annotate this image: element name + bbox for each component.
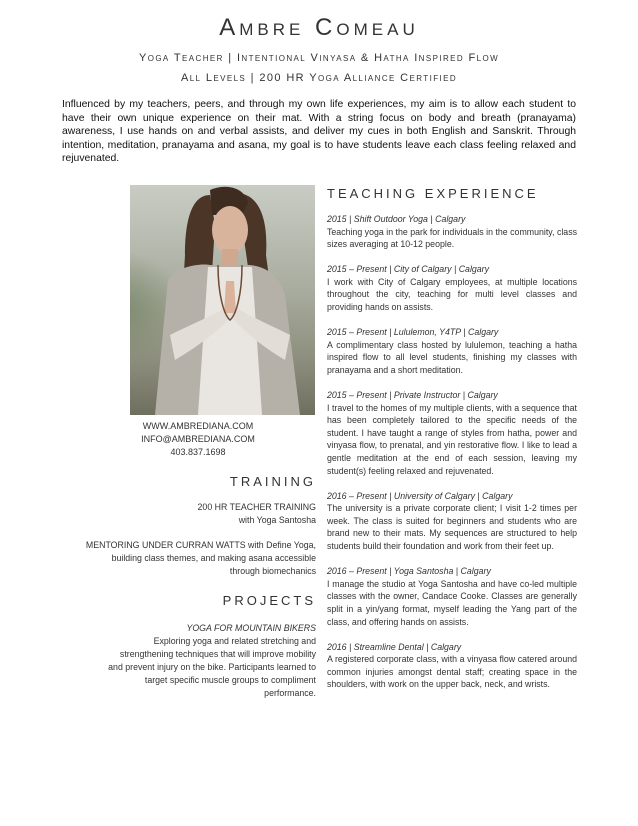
experience-entry-description: A complimentary class hosted by lululemon, teaching a hatha inspired flow to all level students, finishing my classes with pranayama and a short meditation. bbox=[327, 339, 577, 375]
experience-entry-heading: 2015 – Present | Lululemon, Y4TP | Calgary bbox=[327, 327, 499, 338]
experience-entry-description: I travel to the homes of my multiple clients, with a sequence that has been completely tailored to the specific needs of the student. I have taught a range of styles from hatha, power and vinyasa flow, to prenatal, and yin restorative flow. I like to lead a gentle meditation at the end of each session, leaving my student(s) feeling relaxed and rejuvenated. bbox=[327, 402, 577, 476]
contact-website[interactable]: WWW.AMBREDIANA.COM bbox=[142, 421, 254, 431]
experience-entry-description: I work with City of Calgary employees, at multiple locations throughout the city, teaching for multi level classes and providing hands on assists. bbox=[327, 276, 577, 313]
contact-phone: 403.837.1698 bbox=[170, 447, 226, 457]
resume-subtitle-line-1: Yoga Teacher | Intentional Vinyasa & Hatha Inspired Flow bbox=[138, 52, 500, 64]
teaching-experience-section bbox=[327, 186, 577, 704]
teaching-experience-title: TEACHING EXPERIENCE bbox=[327, 186, 539, 201]
experience-entry-description: I manage the studio at Yoga Santosha and have co-led multiple classes with the owner, Candace Cooke. Classes are generally split in a yin/yang format, myself leading the Yang part of the class, and offering hands on assists. bbox=[327, 578, 577, 627]
experience-entry-heading: 2016 | Streamline Dental | Calgary bbox=[327, 641, 462, 652]
experience-entry-description: Teaching yoga in the park for individuals in the community, class sizes averaging at 10-12 people. bbox=[327, 226, 577, 250]
project-line: performance. bbox=[264, 688, 316, 698]
training-item-2-line-2: building class themes, and making asana accessible bbox=[111, 553, 316, 563]
experience-entry bbox=[327, 326, 577, 376]
project-line: and prevent injury on the bike. Participants learned to bbox=[108, 662, 316, 672]
project-line: target specific muscle groups to compliment bbox=[144, 675, 316, 685]
experience-entry-heading: 2016 – Present | University of Calgary | Calgary bbox=[327, 490, 513, 501]
training-item-2-line-1: MENTORING UNDER CURRAN WATTS with Define Yoga, bbox=[85, 540, 316, 550]
experience-entry-heading: 2015 – Present | Private Instructor | Calgary bbox=[327, 390, 498, 401]
training-item-1-line-1: 200 HR TEACHER TRAINING bbox=[197, 502, 316, 512]
training-item-2-line-3: through biomechanics bbox=[229, 566, 316, 576]
experience-entry-description: A registered corporate class, with a vinyasa flow catered around common injuries amongst dental staff; creating space in the shoulders, with work on the upper back, neck, and wrists. bbox=[327, 654, 577, 690]
training-title: TRAINING bbox=[229, 474, 316, 489]
experience-entry bbox=[327, 213, 577, 251]
project-line: strengthening techniques that will improve mobility bbox=[119, 649, 316, 659]
project-item-title: YOGA FOR MOUNTAIN BIKERS bbox=[186, 623, 316, 633]
experience-entry-heading: 2015 | Shift Outdoor Yoga | Calgary bbox=[327, 214, 466, 224]
experience-entry bbox=[327, 565, 577, 628]
intro-paragraph: Influenced by my teachers, peers, and through my own life experiences, my aim is to allow each student to have their own unique experience on their mat. With a string focus on body and breath (pranayama) awareness, I use hands on and verbal assists, and deliver my cues in both English and Sanskrit. Through intention, meditation, pranayama and asana, my goal is to have students leave each class feeling relaxed and rejuvenated. bbox=[62, 99, 576, 165]
experience-entry-description: The university is a private corporate client; I visit 1-2 times per week. The class is suited for beginners and students who are brand new to their mats. My sequences are structured to help students build their foundation and work from their feet up. bbox=[327, 503, 577, 552]
resume-name: Ambre Comeau bbox=[219, 14, 419, 41]
experience-entry-heading: 2016 – Present | Yoga Santosha | Calgary bbox=[327, 566, 491, 577]
experience-entry bbox=[327, 490, 577, 553]
experience-entry bbox=[327, 263, 577, 313]
training-item-1-line-2: with Yoga Santosha bbox=[238, 515, 316, 525]
experience-entry bbox=[327, 641, 577, 691]
projects-title: PROJECTS bbox=[222, 593, 316, 608]
project-line: Exploring yoga and related stretching and bbox=[153, 636, 316, 646]
contact-email[interactable]: INFO@AMBREDIANA.COM bbox=[141, 434, 255, 444]
resume-subtitle-line-2: All Levels | 200 HR Yoga Alliance Certified bbox=[180, 72, 458, 84]
experience-entry-heading: 2015 – Present | City of Calgary | Calgary bbox=[327, 264, 490, 275]
experience-entry bbox=[327, 389, 577, 477]
profile-photo bbox=[130, 185, 315, 415]
